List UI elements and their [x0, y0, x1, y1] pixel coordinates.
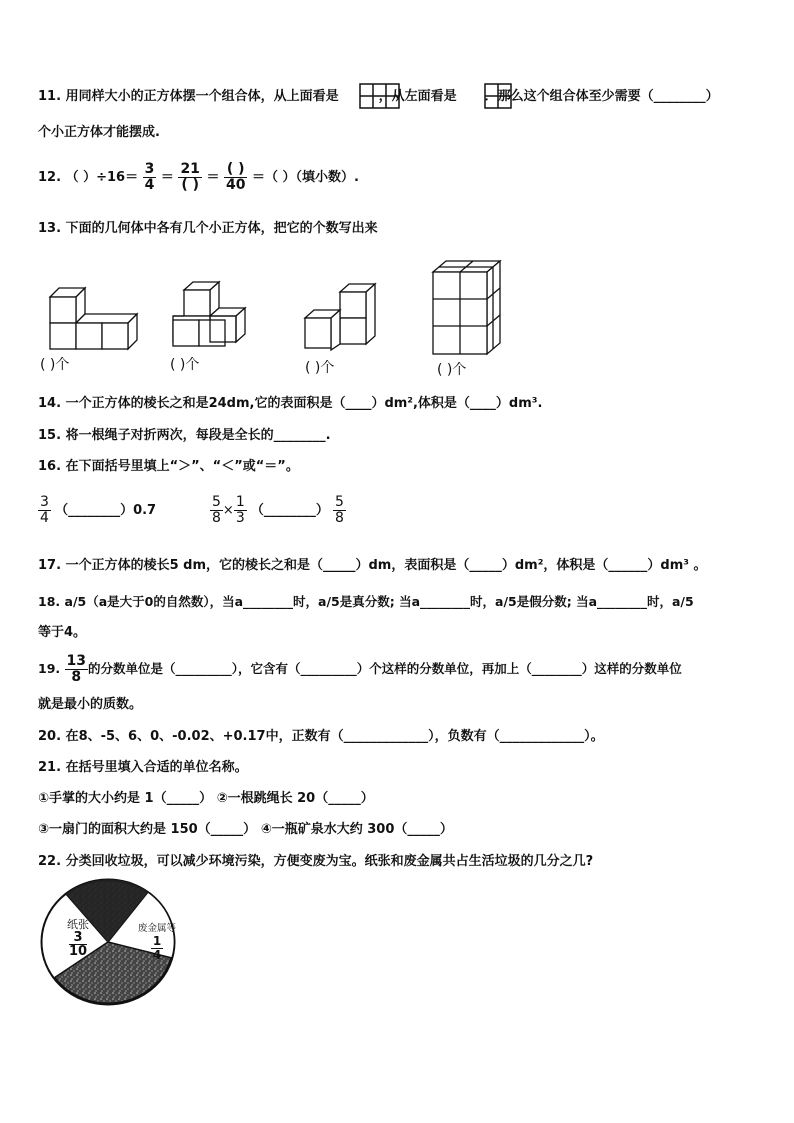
pie-label-paper-text: 纸张 — [67, 918, 89, 931]
q20-text: 在8、-5、6、0、-0.02、+0.17中，正数有（_____________），负数有（_____________）。 — [65, 729, 604, 744]
q15-text: 将一根绳子对折两次，每段是全长的________. — [65, 428, 331, 443]
q16-number: 16. — [38, 459, 62, 474]
q15-number: 15. — [38, 428, 62, 443]
q19-text-1: 的分数单位是（_________），它含有（_________）个这样的分数单位，再加上（________）这样的分数单位 — [88, 661, 682, 676]
q16-b-blank: （________） — [250, 503, 329, 518]
pie-label-metal — [132, 922, 182, 963]
q12-tail: ＝（ ）（填小数）. — [252, 170, 359, 185]
q18-line1 — [38, 594, 694, 610]
q21-row2: ③一扇门的面积大约是 150（_____） ④一瓶矿泉水大约 300（_____） — [38, 822, 453, 837]
q11-line2: 个小正方体才能摆成. — [38, 125, 160, 140]
pie-label-metal-text: 废金属等 — [137, 923, 176, 934]
q15-line — [38, 428, 331, 444]
q19-denominator: 8 — [71, 669, 82, 685]
q19-fraction — [65, 654, 88, 685]
q12-f2-denominator: ( ) — [181, 177, 200, 193]
q22-text: 分类回收垃圾，可以减少环境污染，方便变废为宝。纸张和废金属共占生活垃圾的几分之几? — [65, 854, 594, 869]
q16-a-numerator: 3 — [40, 494, 49, 510]
pie-paper-denominator: 10 — [68, 944, 88, 959]
q17-text: 一个正方体的棱长5 dm，它的棱长之和是（_____）dm，表面积是（_____）dm²，体积是（______）dm³ 。 — [65, 558, 707, 573]
pie-metal-numerator: 1 — [152, 934, 162, 948]
q16-b2-fraction — [234, 495, 247, 526]
q16-a-denominator: 4 — [40, 510, 49, 526]
q12-fraction-2 — [178, 162, 201, 193]
q12-equals-2: ＝ — [206, 170, 220, 185]
q18-line2: 等于4。 — [38, 625, 87, 640]
q16-a-blank: （________）0.7 — [55, 503, 157, 518]
q13-answer-1: ( )个 — [40, 357, 70, 373]
pie-metal-denominator: 4 — [152, 948, 162, 962]
q12-equals-1: ＝ — [160, 170, 174, 185]
q16-part-a — [38, 493, 156, 529]
q16-b1-fraction — [210, 495, 223, 526]
q12-fraction-3 — [224, 162, 247, 193]
q20-number: 20. — [38, 729, 62, 744]
q16-part-b — [210, 493, 346, 529]
q12-f3-numerator: ( ) — [224, 162, 247, 178]
cube-figure-4 — [430, 258, 505, 358]
q22-line — [38, 854, 593, 870]
q21-line — [38, 760, 248, 776]
q18-text-1: a/5（a是大于0的自然数），当a________时，a/5是真分数; 当a________时，a/5是假分数; 当a________时，a/5 — [64, 594, 694, 609]
q11-text-1: 用同样大小的正方体摆一个组合体，从上面看是 — [65, 89, 339, 104]
q11-text-2: ，从左面看是 — [378, 89, 457, 104]
q13-line — [38, 221, 378, 237]
q14-line — [38, 396, 542, 412]
q16-text: 在下面括号里填上“＞”、“＜”或“＝”。 — [65, 459, 299, 474]
q19-numerator: 13 — [66, 653, 86, 669]
q14-number: 14. — [38, 396, 62, 411]
pie-paper-numerator: 3 — [69, 931, 87, 945]
q12-f3-denominator: 40 — [226, 177, 246, 193]
q21-row1: ①手掌的大小约是 1（_____） ②一根跳绳长 20（_____） — [38, 791, 374, 806]
q12-f1-numerator: 3 — [144, 161, 155, 177]
q19-number: 19. — [38, 661, 61, 676]
q11-text-3: ．那么这个组合体至少需要（________） — [484, 89, 719, 104]
q17-line — [38, 558, 706, 574]
q16-line — [38, 459, 299, 475]
q16-b3-fraction — [333, 495, 346, 526]
q16-times: × — [222, 503, 234, 518]
q12-open: （ ）÷16＝ — [65, 170, 139, 185]
cube-figure-2 — [170, 280, 250, 352]
q13-answer-4: ( )个 — [437, 362, 467, 378]
q16-b3-denominator: 8 — [335, 510, 344, 526]
pie-label-metal-fraction — [151, 935, 163, 962]
q16-a-fraction — [38, 495, 51, 526]
q13-text: 下面的几何体中各有几个小正方体，把它的个数写出来 — [65, 221, 378, 236]
q17-number: 17. — [38, 558, 62, 573]
pie-label-paper — [58, 918, 98, 958]
q11-number: 11. — [38, 89, 62, 104]
q16-b2-numerator: 1 — [235, 494, 245, 510]
q16-b3-numerator: 5 — [335, 494, 344, 510]
left-view-grid-icon — [484, 83, 512, 109]
q19-line2: 就是最小的质数。 — [38, 697, 143, 712]
q12-f1-denominator: 4 — [144, 177, 155, 193]
top-view-grid-icon — [359, 83, 401, 109]
q12-number: 12. — [38, 170, 62, 185]
cube-figure-3 — [302, 282, 382, 354]
q12-line — [38, 159, 359, 197]
q21-text: 在括号里填入合适的单位名称。 — [65, 760, 248, 775]
q20-line — [38, 729, 604, 745]
q12-fraction-1 — [143, 162, 157, 193]
q13-answer-2: ( )个 — [170, 357, 200, 373]
q13-number: 13. — [38, 221, 62, 236]
pie-label-paper-fraction — [69, 931, 87, 958]
q14-text: 一个正方体的棱长之和是24dm,它的表面积是（____）dm²,体积是（____）dm³. — [65, 396, 543, 411]
q19-line1 — [38, 651, 682, 687]
q16-b2-denominator: 3 — [235, 510, 245, 526]
q21-number: 21. — [38, 760, 62, 775]
q13-answer-3: ( )个 — [305, 360, 335, 376]
cube-figure-1 — [45, 285, 140, 350]
q12-f2-numerator: 21 — [180, 161, 200, 177]
q16-b1-numerator: 5 — [212, 494, 221, 510]
q18-number: 18. — [38, 594, 61, 609]
q22-number: 22. — [38, 854, 62, 869]
q16-b1-denominator: 8 — [212, 510, 221, 526]
